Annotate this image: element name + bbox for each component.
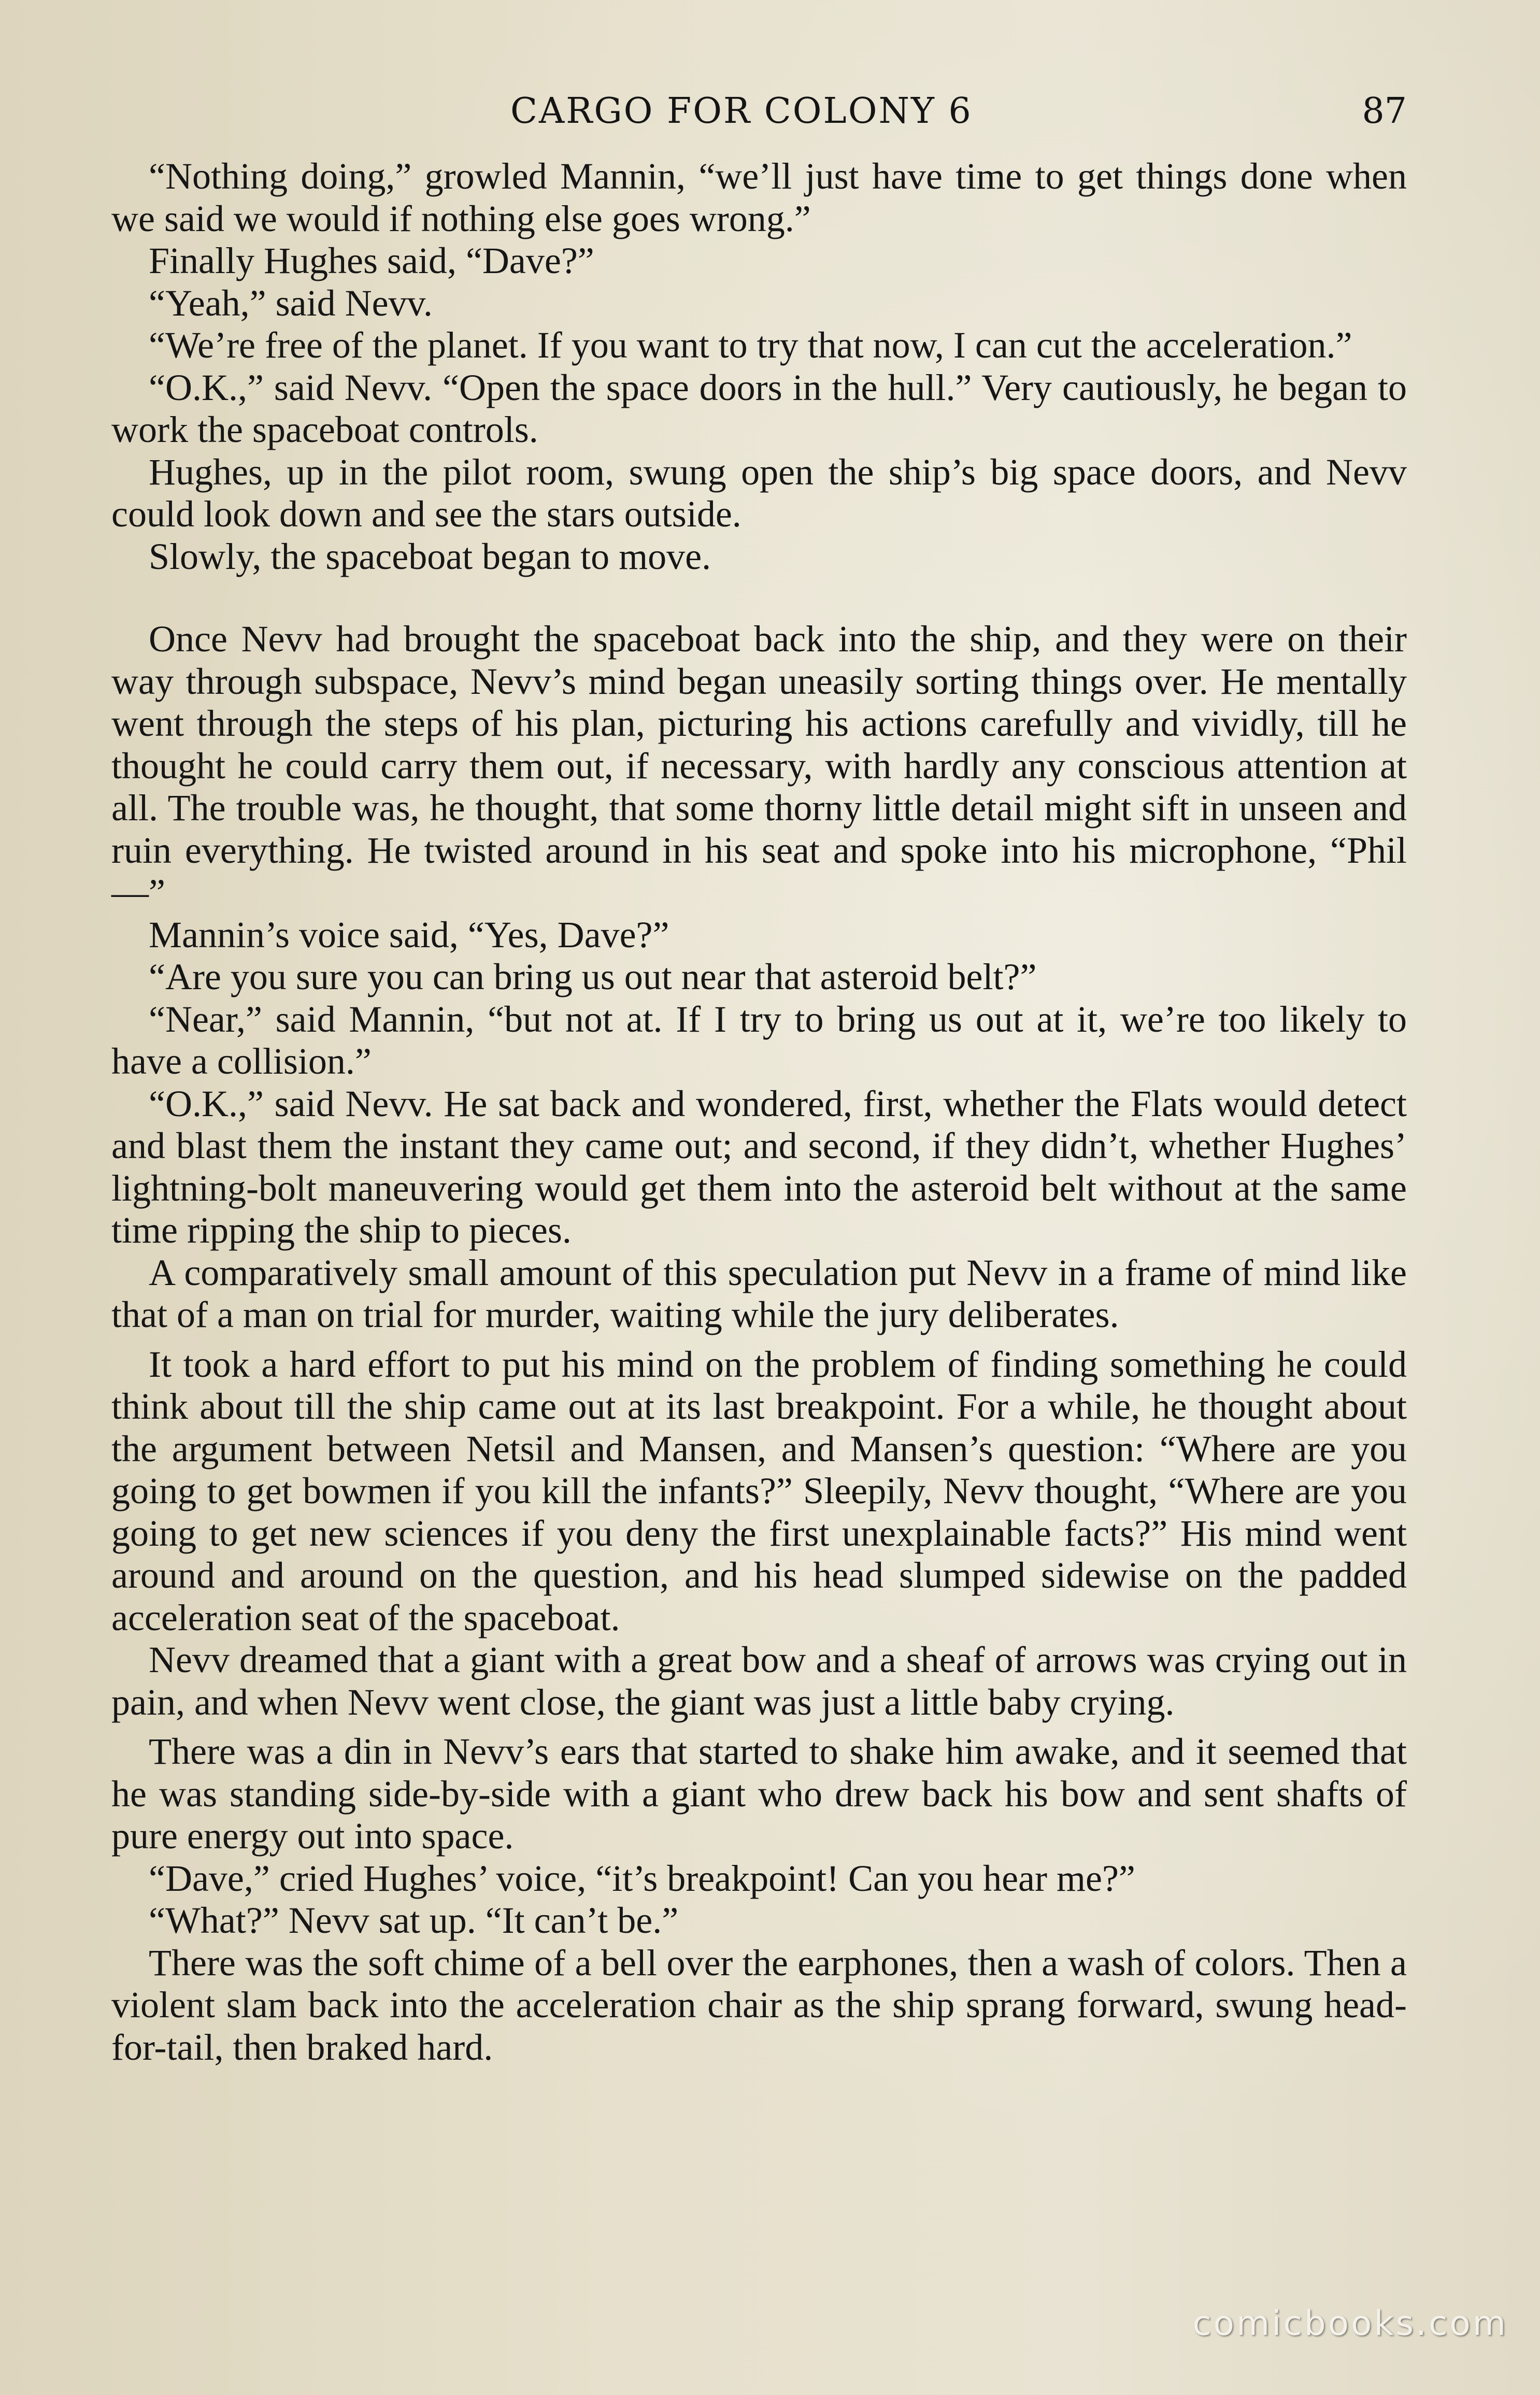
- paragraph: “O.K.,” said Nevv. “Open the space doors in the hull.” Very cautiously, he began to work the spaceboat controls.: [111, 366, 1407, 450]
- paragraph: “Are you sure you can bring us out near that asteroid belt?”: [149, 956, 1037, 997]
- paragraph: Mannin’s voice said, “Yes, Dave?”: [149, 914, 669, 956]
- paragraph: There was a din in Nevv’s ears that started to shake him awake, and it seemed that he was standing side-by-side with a giant who drew back his bow and sent shafts of pure energy out into space.: [111, 1731, 1407, 1857]
- paragraph: “What?” Nevv sat up. “It can’t be.”: [149, 1900, 679, 1941]
- watermark: comicbooks.com: [1192, 2303, 1508, 2343]
- paragraph: “Nothing doing,” growled Mannin, “we’ll just have time to get things done when we said we would if nothing else goes wrong.”: [111, 155, 1407, 239]
- paragraph: A comparatively small amount of this speculation put Nevv in a frame of mind like that of a man on trial for murder, waiting while the jury deliberates.: [111, 1251, 1407, 1335]
- paragraph: Finally Hughes said, “Dave?”: [149, 240, 594, 281]
- paragraph: “Yeah,” said Nevv.: [149, 282, 433, 324]
- running-title: CARGO FOR COLONY 6: [510, 91, 973, 132]
- paragraph: “Near,” said Mannin, “but not at. If I try to bring us out at it, we’re too likely to have a collision.”: [111, 998, 1407, 1082]
- paragraph: “Dave,” cried Hughes’ voice, “it’s breakpoint! Can you hear me?”: [149, 1857, 1135, 1899]
- paragraph: Nevv dreamed that a giant with a great bow and a sheaf of arrows was crying out in pain, and when Nevv went close, the giant was just a little baby crying.: [111, 1639, 1407, 1723]
- page-number: 87: [1362, 91, 1407, 132]
- paragraph: “We’re free of the planet. If you want to try that now, I can cut the acceleration.”: [149, 324, 1352, 366]
- page-header: [111, 91, 1407, 137]
- paragraph: Hughes, up in the pilot room, swung open the ship’s big space doors, and Nevv could look down and see the stars outside.: [111, 451, 1407, 535]
- body-text: [111, 155, 1407, 2069]
- paragraph: It took a hard effort to put his mind on the problem of finding something he could think about till the ship came out at its last breakpoint. For a while, he thought about the argument between Netsil and Mansen, and Mansen’s question: “Where are you going to get bowmen if you kill the infants?” Sleepily, Nevv thought, “Where are you going to get new sciences if you deny the first unexplainable facts?” His mind went around and around on the question, and his head slumped sidewise on the padded acceleration seat of the spaceboat.: [111, 1343, 1407, 1638]
- paragraph: Once Nevv had brought the spaceboat back into the ship, and they were on their way through subspace, Nevv’s mind began uneasily sorting things over. He mentally went through the steps of his plan, picturing his actions carefully and vividly, till he thought he could carry them out, if necessary, with hardly any conscious attention at all. The trouble was, he thought, that some thorny little detail might sift in unseen and ruin everything. He twisted around in his seat and spoke into his microphone, “Phil—”: [111, 618, 1407, 913]
- paragraph: Slowly, the spaceboat began to move.: [149, 535, 711, 577]
- paragraph: “O.K.,” said Nevv. He sat back and wondered, first, whether the Flats would detect and blast them the instant they came out; and second, if they didn’t, whether Hughes’ lightning-bolt maneuvering would get them into the asteroid belt without at the same time ripping the ship to pieces.: [111, 1082, 1407, 1251]
- paragraph: There was the soft chime of a bell over the earphones, then a wash of colors. Then a violent slam back into the acceleration chair as the ship sprang forward, swung head-for-tail, then braked hard.: [111, 1942, 1407, 2068]
